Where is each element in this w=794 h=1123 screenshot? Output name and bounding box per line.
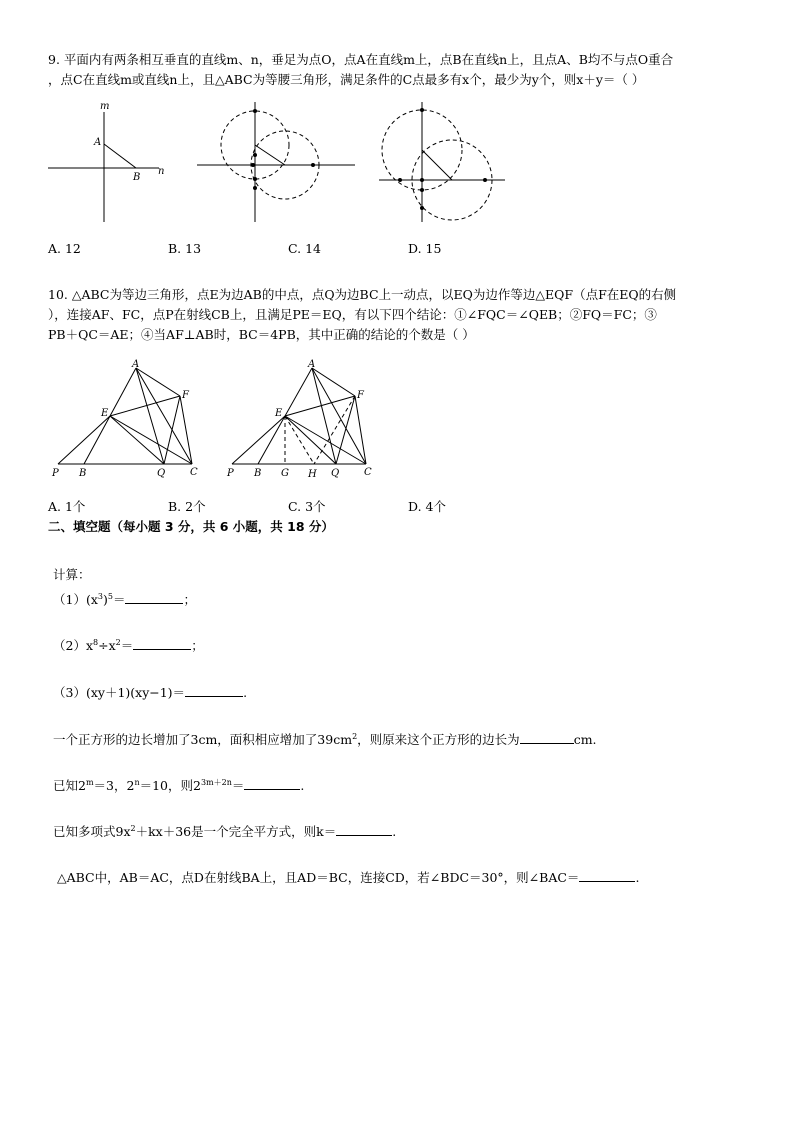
q10-figure-1 bbox=[44, 358, 204, 480]
q11-part1: $(1)(x^3)^5=$ ； bbox=[53, 591, 196, 607]
q9-text-line1: 9. 平面内有两条相互垂直的直线m、n，垂足为点O，点A在直线m上，点B在直线n上，且点A、B均不与点O重合 bbox=[48, 52, 674, 67]
q12-text: 一个正方形的边长增加了3cm，面积相应增加了$39cm^2$，则原来这个正方形的边长为 cm. bbox=[53, 731, 597, 747]
answer-blank[interactable] bbox=[336, 823, 392, 836]
label-c: C bbox=[190, 467, 198, 478]
label-a: A bbox=[94, 137, 102, 148]
q9-option-d[interactable]: D. 15 bbox=[408, 241, 442, 256]
answer-blank[interactable] bbox=[185, 684, 243, 697]
label-c: C bbox=[364, 467, 372, 478]
q10-text-line3: PB＋QC＝AE；④当AF⊥AB时，BC＝4PB，其中正确的结论的个数是（ ） bbox=[48, 327, 475, 342]
q10-option-d[interactable]: D. 4个 bbox=[408, 499, 446, 514]
label-n: n bbox=[158, 166, 165, 177]
segment-ab bbox=[104, 144, 136, 168]
q9-figure-max bbox=[195, 100, 360, 225]
label-q: Q bbox=[157, 468, 166, 479]
q10-text-line2: ），连接AF、FC，点P在射线CB上，且满足PE＝EQ，有以下四个结论：①∠FQC＝∠QEB；②FQ＝FC；③ bbox=[48, 307, 657, 322]
label-g: G bbox=[281, 468, 289, 479]
q9-figure-min bbox=[375, 100, 510, 225]
label-m: m bbox=[100, 101, 110, 112]
q11-intro: 计算： bbox=[53, 567, 91, 582]
label-b: B bbox=[254, 468, 262, 479]
q9-figure-axes bbox=[44, 100, 174, 225]
q10-option-a[interactable]: A. 1个 bbox=[48, 499, 86, 514]
q9-text-line2: ，点C在直线m或直线n上，且△ABC为等腰三角形，满足条件的C点最多有x个，最少为y个，则x＋y＝（ ） bbox=[48, 72, 645, 87]
answer-blank[interactable] bbox=[133, 637, 191, 650]
answer-blank[interactable] bbox=[520, 731, 574, 744]
answer-blank[interactable] bbox=[579, 869, 635, 882]
label-b: B bbox=[79, 468, 87, 479]
q9-option-c[interactable]: C. 14 bbox=[288, 241, 321, 256]
label-e: E bbox=[101, 408, 109, 419]
label-f: F bbox=[357, 390, 364, 401]
section-title: 二、填空题（每小题 3 分，共 6 小题，共 18 分） bbox=[48, 519, 334, 534]
label-p: P bbox=[227, 468, 234, 479]
q11-part3: （3）(xy＋1)(xy−1)＝ . bbox=[53, 685, 248, 700]
answer-blank[interactable] bbox=[125, 591, 183, 604]
label-q: Q bbox=[331, 468, 340, 479]
q10-option-c[interactable]: C. 3个 bbox=[288, 499, 326, 514]
answer-blank[interactable] bbox=[244, 777, 300, 790]
q9-option-b[interactable]: B. 13 bbox=[168, 241, 202, 256]
q9-option-a[interactable]: A. 12 bbox=[48, 241, 81, 256]
label-p: P bbox=[52, 468, 59, 479]
label-a: A bbox=[132, 359, 140, 370]
q10-text-line1: 10. △ABC为等边三角形，点E为边AB的中点，点Q为边BC上一动点，以EQ为边作等边△EQF（点F在EQ的右侧 bbox=[48, 287, 677, 302]
label-f: F bbox=[182, 390, 189, 401]
q10-figure-2 bbox=[224, 358, 384, 480]
label-h: H bbox=[308, 469, 317, 480]
q13-text: 已知$2^m=3$，$2^n=10$，则$2^{3m+2n}=$ . bbox=[53, 777, 305, 793]
label-b: B bbox=[133, 172, 141, 183]
q15-text: △ABC中，AB＝AC，点D在射线BA上，且AD＝BC，连接CD，若∠BDC＝30°，则∠BAC＝ . bbox=[57, 870, 640, 885]
label-a: A bbox=[308, 359, 316, 370]
q10-option-b[interactable]: B. 2个 bbox=[168, 499, 206, 514]
label-e: E bbox=[275, 408, 283, 419]
q11-part2: $(2)x^8\div x^2=$ ； bbox=[53, 637, 204, 653]
q14-text: 已知多项式$9x^2+kx+36$是一个完全平方式，则k＝ . bbox=[53, 823, 397, 839]
